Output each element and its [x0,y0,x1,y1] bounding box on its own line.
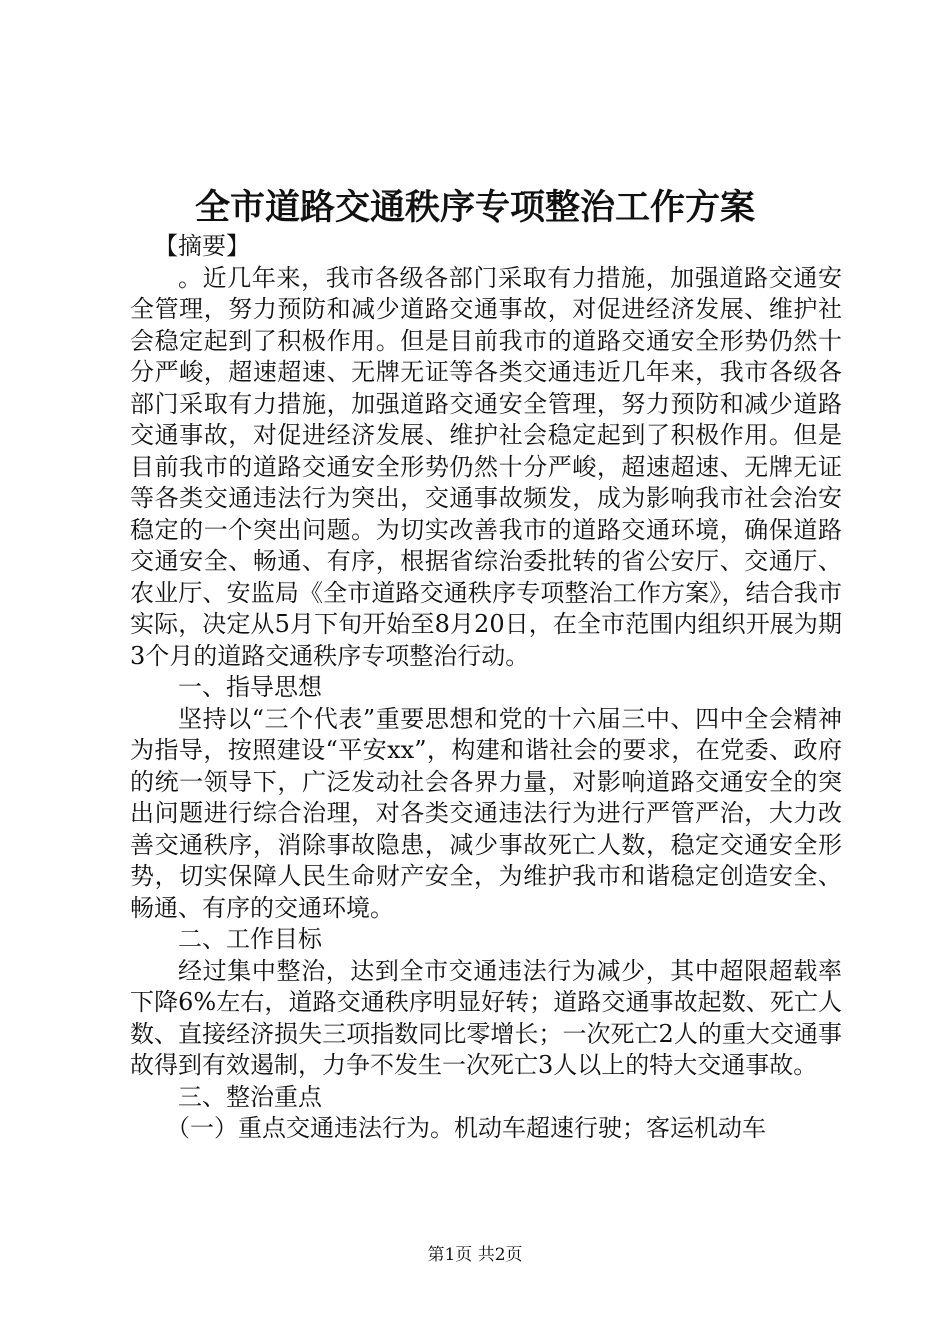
document-body [130,231,842,1145]
section-heading-focus: 三、整治重点 [178,1082,322,1111]
abstract-paragraph: 。近几年来，我市各级各部门采取有力措施，加强道路交通安全管理，努力预防和减少道路交通事故，对促进经济发展、维护社会稳定起到了积极作用。但是目前我市的道路交通安全形势仍然十分严峻，超速超速、无牌无证等各类交通违近几年来，我市各级各部门采取有力措施，加强道路交通安全管理，努力预防和减少道路交通事故，对促进经济发展、维护社会稳定起到了积极作用。但是目前我市的道路交通安全形势仍然十分严峻，超速超速、无牌无证等各类交通违法行为突出，交通事故频发，成为影响我市社会治安稳定的一个突出问题。为切实改善我市的道路交通环境，确保道路交通安全、畅通、有序，根据省综治委批转的省公安厅、交通厅、农业厅、安监局《全市道路交通秩序专项整治工作方案》，结合我市实际，决定从5月下旬开始至8月20日，在全市范围内组织开展为期3个月的道路交通秩序专项整治行动。 [130,263,842,670]
abstract-label: 【摘要】 [154,232,250,260]
section-heading-work-goals: 二、工作目标 [178,925,322,953]
paragraph-guiding-ideology: 坚持以“三个代表”重要思想和党的十六届三中、四中全会精神为指导，按照建设“平安xx”，构建和谐社会的要求，在党委、政府的统一领导下，广泛发动社会各界力量，对影响道路交通安全的突出问题进行综合治理，对各类交通违法行为进行严管严治，大力改善交通秩序，消除事故隐患，减少事故死亡人数，稳定交通安全形势，切实保障人民生命财产安全，为维护我市和谐稳定创造安全、畅通、有序的交通环境。 [130,704,842,922]
paragraph-work-goals: 经过集中整治，达到全市交通违法行为减少，其中超限超载率下降6%左右，道路交通秩序明显好转；道路交通事故起数、死亡人数、直接经济损失三项指数同比零增长；一次死亡2人的重大交通事故得到有效遏制，力争不发生一次死亡3人以上的特大交通事故。 [130,956,842,1079]
document-title: 全市道路交通秩序专项整治工作方案 [194,187,755,228]
section-heading-guiding-ideology: 一、指导思想 [178,673,322,701]
page-number-label: 第1页 共2页 [427,1245,523,1265]
paragraph-focus: （一）重点交通违法行为。机动车超速行驶；客运机动车 [166,1114,766,1142]
page-footer [0,1243,950,1267]
